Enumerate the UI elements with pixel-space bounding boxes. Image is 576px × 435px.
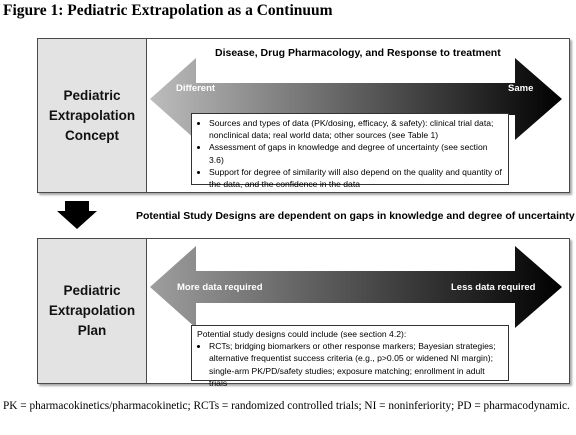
plan-panel-label: Pediatric Extrapolation Plan [48,283,136,338]
concept-band-title: Disease, Drug Pharmacology, and Response to treatment [215,47,501,59]
data-sources-textbox [191,113,509,190]
concept-panel-label-box [38,39,147,192]
footnote: PK = pharmacokinetics/pharmacokinetic; RCTs = randomized controlled trials; NI = noninferiority; PD = pharmacodynamic. [3,400,570,412]
bullet-item: • Assessment of gaps in knowledge and degree of uncertainty (see section 3.6) [209,141,504,165]
arrow-label-same: Same [508,83,534,94]
arrow-label-different: Different [176,83,216,94]
concept-panel [37,38,570,193]
arrow-label-less-data: Less data required [451,282,536,293]
study-designs-intro: Potential study designs could include (see section 4.2): [197,329,407,339]
bullet-item: • RCTs; bridging biomarkers or other response markers; Bayesian strategies; alternative frequentist success criteria (e.g., p>0.05 or widened NI margin); single-arm PK/PD/safety studies; exposure matching; enrollment in adult trials [209,340,504,389]
bullet-item: • Support for degree of similarity will also depend on the quality and quantity of the data, and the confidence in the data [209,166,504,190]
figure-title: Figure 1: Pediatric Extrapolation as a Continuum [3,2,333,19]
down-arrow-icon [57,201,97,229]
data-sources-list [197,117,504,190]
study-designs-textbox [191,325,509,388]
bullet-item: • Sources and types of data (PK/dosing, efficacy, & safety): clinical trial data; nonclinical data; real world data; other sources (see Table 1) [209,117,504,141]
study-designs-list [197,340,504,389]
study-design-connector-text: Potential Study Designs are dependent on gaps in knowledge and degree of uncertainty [136,210,575,222]
plan-panel [37,238,570,388]
arrow-label-more-data: More data required [177,282,263,293]
plan-panel-label-box [38,239,147,383]
concept-panel-label: Pediatric Extrapolation Concept [48,87,136,143]
